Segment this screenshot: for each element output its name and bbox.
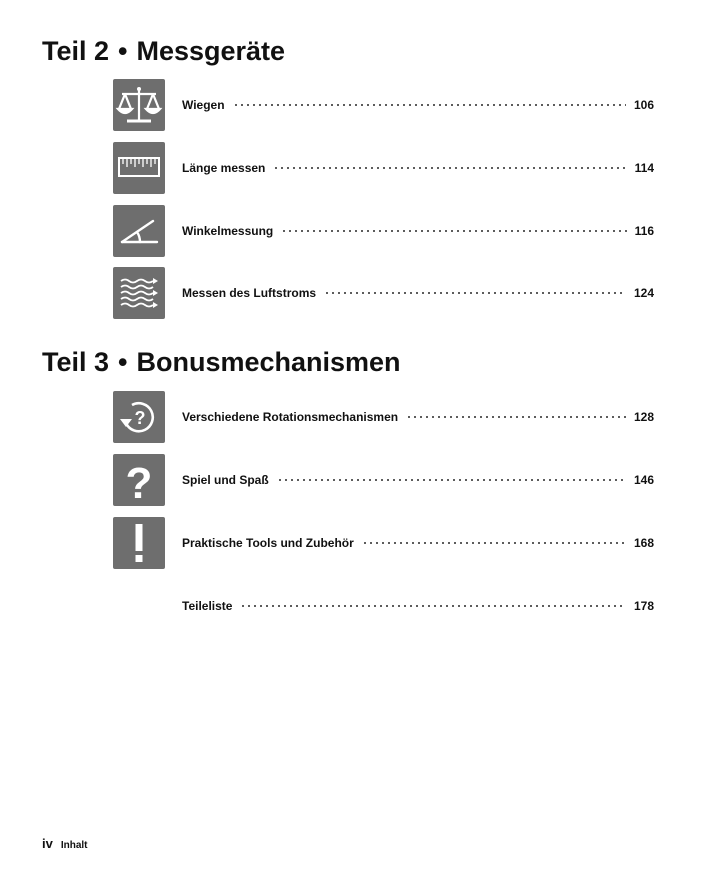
toc-line (182, 98, 654, 112)
toc-page: 106 (633, 98, 654, 112)
toc-label: Spiel und Spaß (182, 473, 269, 487)
dot-leader (277, 479, 626, 481)
toc-label: Länge messen (182, 161, 266, 175)
toc-page: 168 (633, 536, 654, 550)
toc-label: Praktische Tools und Zubehör (182, 536, 354, 550)
dot-leader (233, 104, 626, 106)
part-2-title: Messgeräte (136, 36, 286, 66)
rotation-question-icon (113, 391, 165, 443)
toc-label: Messen des Luftstroms (182, 286, 317, 300)
toc-label: Winkelmessung (182, 224, 274, 238)
svg-text:?: ? (125, 459, 153, 506)
toc-entry-spiel-und-spass[interactable] (113, 454, 654, 506)
airflow-icon (113, 267, 165, 319)
svg-text:?: ? (134, 408, 146, 428)
toc-entry-winkelmessung[interactable] (113, 205, 654, 257)
toc-page: 146 (633, 473, 654, 487)
toc-line (182, 224, 654, 238)
toc-page: 116 (634, 224, 654, 238)
toc-entry-teileliste[interactable] (113, 580, 654, 632)
toc-line (182, 161, 654, 175)
angle-icon (113, 205, 165, 257)
dot-leader (406, 416, 626, 418)
toc-line (182, 286, 654, 300)
part-3-separator: • (118, 347, 128, 377)
dot-leader (324, 292, 626, 294)
scale-icon (113, 79, 165, 131)
part-2-number: Teil 2 (42, 36, 110, 66)
dot-leader (240, 605, 626, 607)
toc-entry-luftstrom[interactable] (113, 267, 654, 319)
part-2-separator: • (118, 36, 128, 66)
footer-section: Inhalt (60, 840, 88, 851)
toc-line (182, 536, 654, 550)
dot-leader (362, 542, 626, 544)
toc-entry-rotationsmechanismen[interactable] (113, 391, 654, 443)
toc-page: 114 (634, 161, 654, 175)
dot-leader (281, 230, 626, 232)
toc-page: 178 (633, 599, 654, 613)
toc-line (182, 473, 654, 487)
footer-page-number: iv (42, 836, 53, 851)
toc-entry-tools-zubehoer[interactable] (113, 517, 654, 569)
toc-line (182, 599, 654, 613)
question-mark-icon (113, 454, 165, 506)
toc-entry-wiegen[interactable] (113, 79, 654, 131)
ruler-icon (113, 142, 165, 194)
part-3-number: Teil 3 (42, 347, 110, 377)
exclamation-mark-icon (113, 517, 165, 569)
page-footer (42, 836, 88, 851)
toc-label: Wiegen (182, 98, 225, 112)
toc-line (182, 410, 654, 424)
toc-page: 128 (633, 410, 654, 424)
part-3-title: Bonusmechanismen (136, 347, 401, 377)
part-2-heading (42, 36, 285, 67)
part-3-heading (42, 347, 401, 378)
dot-leader (273, 167, 626, 169)
toc-label: Teileliste (182, 599, 233, 613)
toc-label: Verschiedene Rotationsmechanismen (182, 410, 399, 424)
toc-entry-laenge-messen[interactable] (113, 142, 654, 194)
toc-page: 124 (633, 286, 654, 300)
